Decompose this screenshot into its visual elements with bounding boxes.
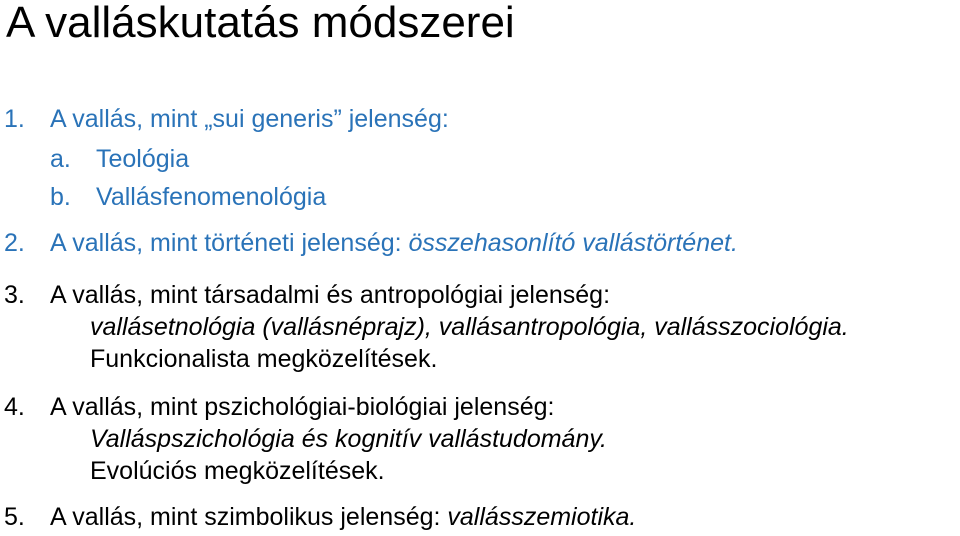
sub-item-a (50, 144, 189, 174)
list-item-4-extra: Evolúciós megközelítések. (90, 457, 385, 485)
list-item-italic: vallásszemiotika. (447, 503, 637, 531)
list-item-1 (4, 104, 449, 134)
sub-item-letter: b. (50, 183, 71, 211)
list-item-italic: összehasonlító vallástörténet. (408, 229, 738, 257)
list-item-2 (4, 228, 738, 258)
list-item-text: A vallás, mint pszichológiai-biológiai jelenség: (50, 393, 555, 421)
list-item-4 (4, 392, 554, 422)
list-item-4-italic: Valláspszichológia és kognitív vallástudomány. (90, 425, 607, 453)
sub-item-text: Vallásfenomenológia (96, 183, 327, 211)
sub-item-text: Teológia (96, 145, 190, 173)
list-item-3-italic: vallásetnológia (vallásnéprajz), vallásantropológia, vallásszociológia. (90, 313, 849, 341)
list-item-number: 3. (4, 281, 25, 309)
list-item-3-extra: Funkcionalista megközelítések. (90, 345, 438, 373)
list-item-text: A vallás, mint szimbolikus jelenség: (50, 503, 441, 531)
list-item-number: 1. (4, 105, 25, 133)
list-item-3 (4, 280, 610, 310)
list-item-number: 5. (4, 503, 25, 531)
list-item-number: 4. (4, 393, 25, 421)
page-title: A valláskutatás módszerei (6, 0, 515, 47)
list-item-text: A vallás, mint társadalmi és antropológiai jelenség: (50, 281, 611, 309)
list-item-5 (4, 502, 636, 532)
list-item-text: A vallás, mint történeti jelenség: (50, 229, 402, 257)
list-item-text: A vallás, mint „sui generis” jelenség: (50, 105, 449, 133)
sub-item-letter: a. (50, 145, 71, 173)
sub-item-b (50, 182, 326, 212)
list-item-number: 2. (4, 229, 25, 257)
